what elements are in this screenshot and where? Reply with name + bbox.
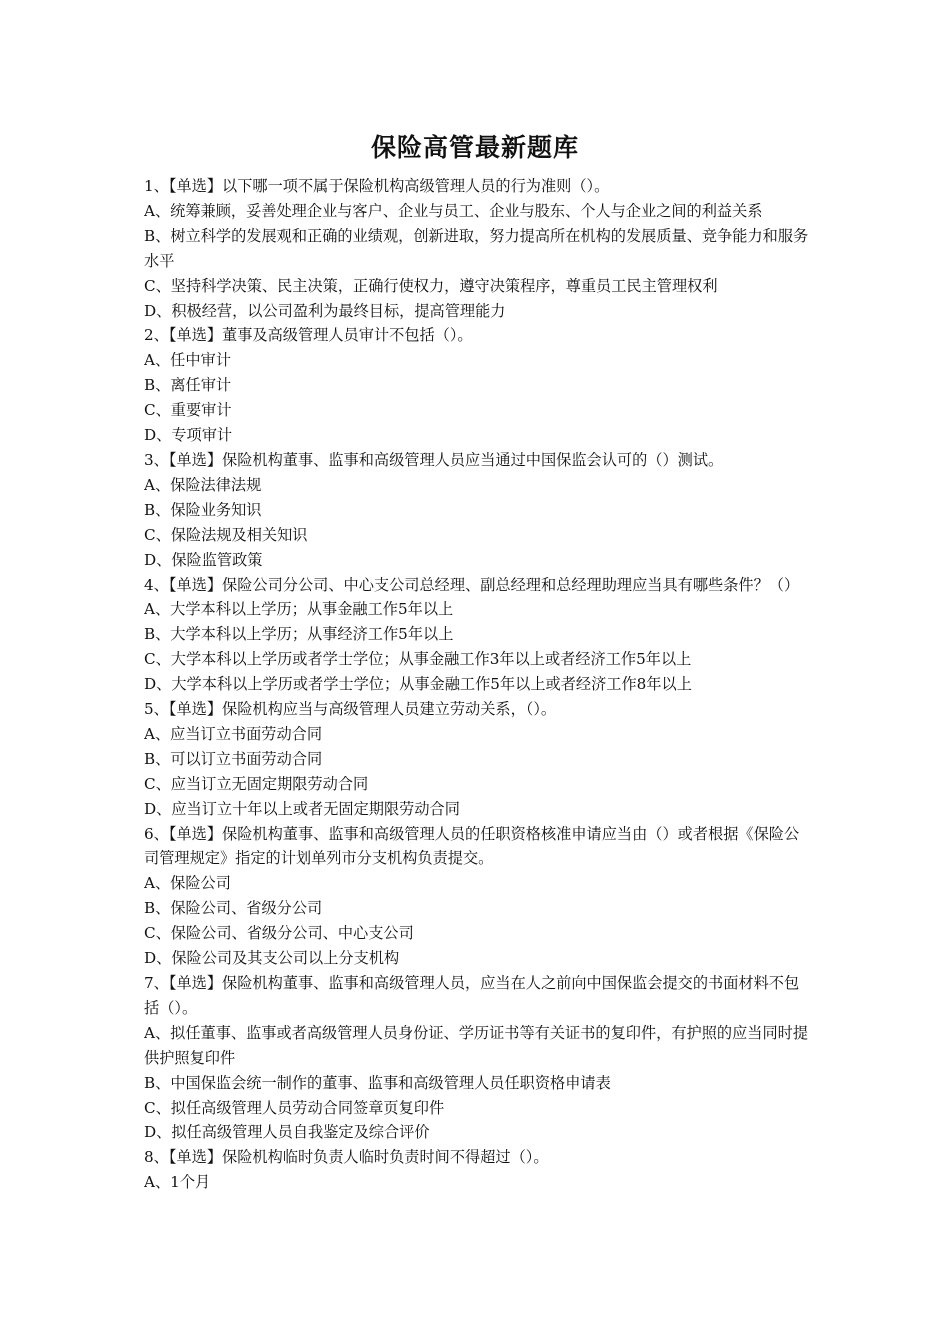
document-title: 保险高管最新题库 <box>370 133 579 162</box>
question-6-option-c: C、保险公司、省级分公司、中心支公司 <box>144 924 414 943</box>
question-3-option-d: D、保险监管政策 <box>144 550 263 569</box>
question-5-option-d: D、应当订立十年以上或者无固定期限劳动合同 <box>144 799 460 818</box>
question-list <box>144 174 814 1195</box>
question-5-option-a: A、应当订立书面劳动合同 <box>144 724 323 743</box>
question-1-option-c: C、坚持科学决策、民主决策，正确行使权力，遵守决策程序，尊重员工民主管理权利 <box>144 276 718 295</box>
question-2-option-a: A、任中审计 <box>144 351 231 370</box>
question-1-option-a: A、统筹兼顾，妥善处理企业与客户、企业与员工、企业与股东、个人与企业之间的利益关系 <box>144 201 763 220</box>
question-4-stem: 4、【单选】保险公司分公司、中心支公司总经理、副总经理和总经理助理应当具有哪些条件？（） <box>144 575 800 594</box>
question-6-option-b: B、保险公司、省级分公司 <box>144 899 323 918</box>
question-4-option-a: A、大学本科以上学历；从事金融工作5年以上 <box>144 600 454 619</box>
question-6-option-a: A、保险公司 <box>144 874 231 893</box>
question-1-option-d: D、积极经营，以公司盈利为最终目标，提高管理能力 <box>144 301 506 320</box>
question-2-stem: 2、【单选】董事及高级管理人员审计不包括（）。 <box>144 326 473 345</box>
question-4-option-c: C、大学本科以上学历或者学士学位；从事金融工作3年以上或者经济工作5年以上 <box>144 650 692 669</box>
question-3-option-a: A、保险法律法规 <box>144 475 262 494</box>
question-4-option-b: B、大学本科以上学历；从事经济工作5年以上 <box>144 625 454 644</box>
question-1-option-b: B、树立科学的发展观和正确的业绩观，创新进取，努力提高所在机构的发展质量、竞争能力和服务水平 <box>144 226 809 270</box>
question-6-stem: 6、【单选】保险机构董事、监事和高级管理人员的任职资格核准申请应当由（）或者根据《保险公司管理规定》指定的计划单列市分支机构负责提交。 <box>144 824 800 868</box>
question-4-option-d: D、大学本科以上学历或者学士学位；从事金融工作5年以上或者经济工作8年以上 <box>144 675 692 694</box>
question-6-option-d: D、保险公司及其支公司以上分支机构 <box>144 949 400 968</box>
question-5-stem: 5、【单选】保险机构应当与高级管理人员建立劳动关系，（）。 <box>144 700 557 719</box>
question-5-option-b: B、可以订立书面劳动合同 <box>144 749 323 768</box>
question-8-option-a: A、1个月 <box>144 1173 211 1192</box>
question-3-option-c: C、保险法规及相关知识 <box>144 525 308 544</box>
question-7-option-a: A、拟任董事、监事或者高级管理人员身份证、学历证书等有关证书的复印件，有护照的应当同时提供护照复印件 <box>144 1023 809 1067</box>
question-8-stem: 8、【单选】保险机构临时负责人临时负责时间不得超过（）。 <box>144 1148 549 1167</box>
question-5-option-c: C、应当订立无固定期限劳动合同 <box>144 774 369 793</box>
question-2-option-d: D、专项审计 <box>144 426 233 445</box>
question-7-option-b: B、中国保监会统一制作的董事、监事和高级管理人员任职资格申请表 <box>144 1073 611 1092</box>
question-7-option-c: C、拟任高级管理人员劳动合同签章页复印件 <box>144 1098 445 1117</box>
question-2-option-c: C、重要审计 <box>144 401 232 420</box>
question-2-option-b: B、离任审计 <box>144 376 232 395</box>
question-1-stem: 1、【单选】以下哪一项不属于保险机构高级管理人员的行为准则（）。 <box>144 177 610 195</box>
question-3-option-b: B、保险业务知识 <box>144 500 262 519</box>
question-7-option-d: D、拟任高级管理人员自我鉴定及综合评价 <box>144 1123 430 1142</box>
question-7-stem: 7、【单选】保险机构董事、监事和高级管理人员，应当在人之前向中国保监会提交的书面材料不包括（）。 <box>144 974 800 1017</box>
question-3-stem: 3、【单选】保险机构董事、监事和高级管理人员应当通过中国保监会认可的（）测试。 <box>144 450 724 469</box>
